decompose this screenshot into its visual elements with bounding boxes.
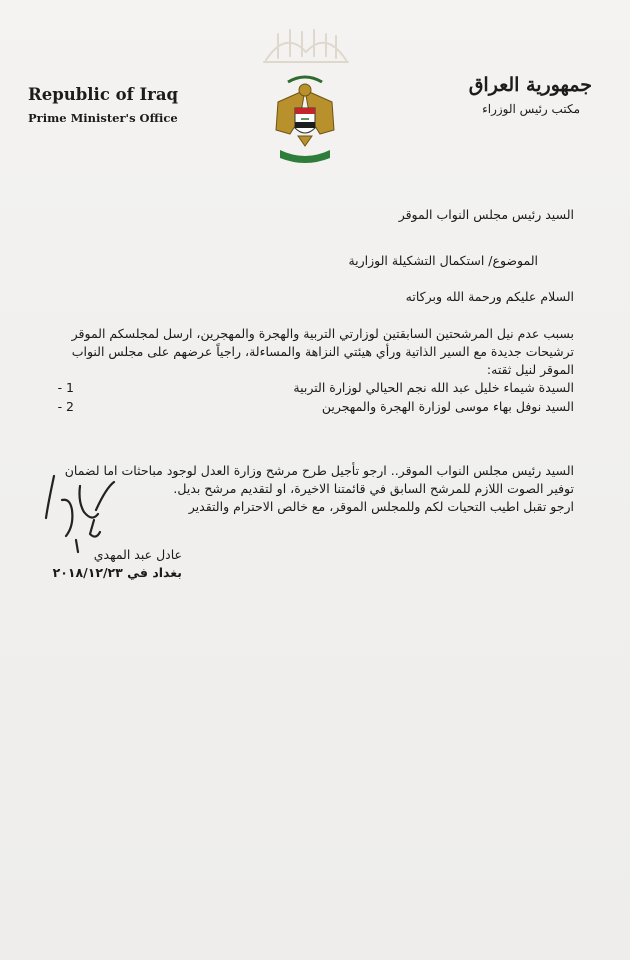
arabic-office-title: مكتب رئيس الوزراء	[482, 102, 580, 116]
english-office-title: Prime Minister's Office	[28, 111, 178, 125]
iraq-eagle-emblem-icon	[270, 72, 340, 164]
candidate-number: 2 -	[57, 399, 74, 414]
list-item	[36, 397, 574, 416]
letter-paragraph-2: السيد رئيس مجلس النواب الموقر.. ارجو تأجيل طرح مرشح وزارة العدل لوجود مباحثات اما لضمان توفير الصوت اللازم للمرشح السابق في قائمتنا الاخيرة، او لتقديم مرشح بديل.	[64, 463, 574, 496]
letter-greeting: السلام عليكم ورحمة الله وبركاته	[405, 289, 574, 304]
arabic-country-title: جمهورية العراق	[468, 74, 592, 96]
signer-name: عادل عبد المهدي	[93, 547, 182, 562]
candidate-text: السيدة شيماء خليل عبد الله نجم الحيالي لوزارة التربية	[293, 380, 574, 395]
english-letterhead	[28, 84, 228, 127]
letter-paragraph-1: بسبب عدم نيل المرشحتين السابقتين لوزارتي التربية والهجرة والمهجرين، ارسل لمجلسكم الموقر ترشيحات جديدة مع السير الذاتية ورأي هيئتي النزاهة والمساءلة، راجياً عرضهم على مجلس النواب الموقر لنيل ثقته:	[71, 326, 574, 377]
candidate-text: السيد نوفل بهاء موسى لوزارة الهجرة والمهجرين	[321, 399, 574, 414]
letter-closing: ارجو تقبل اطيب التحيات لكم وللمجلس الموقر، مع خالص الاحترام والتقدير	[188, 499, 574, 514]
arabic-letterhead	[372, 72, 592, 118]
list-item	[36, 378, 574, 397]
candidate-number: 1 -	[57, 380, 74, 395]
candidate-list	[36, 378, 574, 416]
signer-block	[22, 546, 182, 582]
letter-subject: الموضوع/ استكمال التشكيلة الوزارية	[348, 253, 538, 268]
place-date: بغداد في ٢٠١٨/١٢/٢٣	[52, 565, 182, 580]
letter-addressee: السيد رئيس مجلس النواب الموقر	[398, 207, 574, 222]
calligraphy-watermark-icon	[256, 22, 356, 66]
english-country-title: Republic of Iraq	[28, 85, 179, 104]
